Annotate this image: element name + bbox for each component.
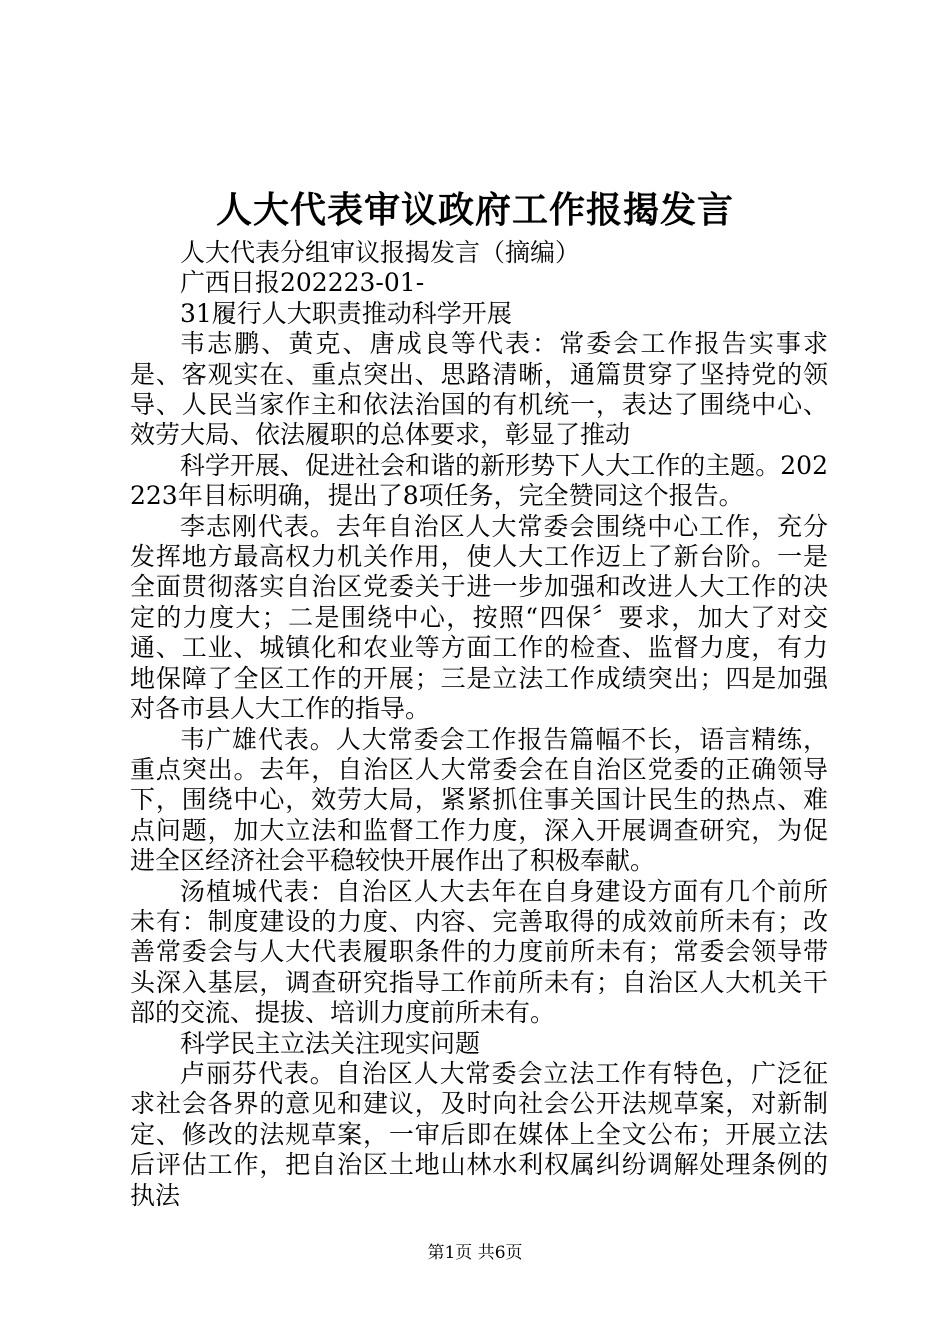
paragraph-section-heading: 31履行人大职责推动科学开展 (180, 298, 512, 328)
document-title: 人大代表审议政府工作报揭发言 (215, 189, 734, 231)
paragraph: 卢丽芬代表。自治区人大常委会立法工作有特色，广泛征求社会各界的意见和建议，及时向社会公开法规草案，对新制定、修改的法规草案，一审后即在媒体上全文公布；开展立法后评估工作，把自治区土地山林水利权属纠纷调解处理条例的执法 (130, 1058, 828, 1210)
paragraph: 李志刚代表。去年自治区人大常委会围绕中心工作，充分发挥地方最高权力机关作用，使人大工作迈上了新台阶。一是全面贯彻落实自治区党委关于进一步加强和改进人大工作的决定的力度大；二是围绕中心，按照“四保〞要求，加大了对交通、工业、城镇化和农业等方面工作的检查、监督力度，有力地保障了全区工作的开展；三是立法工作成绩突出；四是加强对各市县人大工作的指导。 (130, 511, 828, 724)
paragraph-subtitle: 人大代表分组审议报揭发言（摘编） (180, 238, 581, 267)
document-body (130, 238, 828, 1211)
paragraph-section-heading: 科学民主立法关注现实问题 (180, 1028, 481, 1058)
paragraph: 汤植城代表：自治区人大去年在自身建设方面有几个前所未有：制度建设的力度、内容、完善取得的成效前所未有；改善常委会与人大代表履职条件的力度前所未有；常委会领导带头深入基层，调查研究指导工作前所未有；自治区人大机关干部的交流、提拔、培训力度前所未有。 (130, 876, 828, 1028)
paragraph-source: 广西日报202223-01- (180, 268, 425, 298)
paragraph: 韦志鹏、黄克、唐成良等代表：常委会工作报告实事求是、客观实在、重点突出、思路清晰，通篇贯穿了坚持党的领导、人民当家作主和依法治国的有机统一，表达了围绕中心、效劳大局、依法履职的总体要求，彰显了推动 (130, 329, 828, 450)
page-number: 第1页 共6页 (427, 1243, 523, 1263)
paragraph: 科学开展、促进社会和谐的新形势下人大工作的主题。202223年目标明确，提出了8项任务，完全赞同这个报告。 (130, 450, 828, 511)
paragraph: 韦广雄代表。人大常委会工作报告篇幅不长，语言精练，重点突出。去年，自治区人大常委会在自治区党委的正确领导下，围绕中心，效劳大局，紧紧抓住事关国计民生的热点、难点问题，加大立法和监督工作力度，深入开展调查研究，为促进全区经济社会平稳较快开展作出了积极奉献。 (130, 724, 828, 876)
